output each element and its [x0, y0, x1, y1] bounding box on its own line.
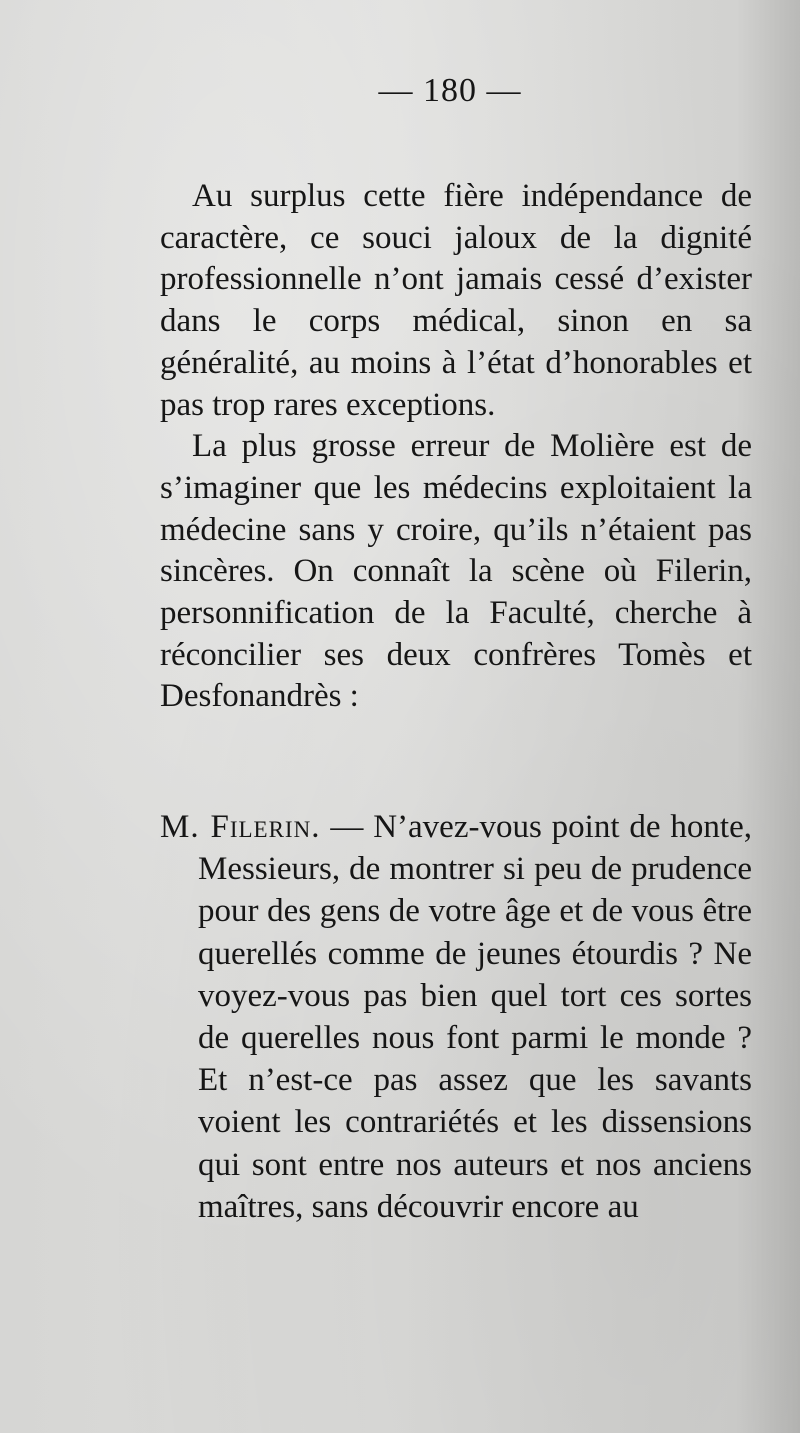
paragraph: La plus grosse erreur de Molière est de s’imaginer que les médecins exploitaient la médecine sans y croire, qu’ils n’étaient pas sincères. On connaît la scène où Filerin, personnification de la Faculté, cherche à réconcilier ses deux confrères Tomès et Desfonandrès :: [160, 428, 752, 715]
paragraph: Au surplus cette fière indépendance de caractère, ce souci jaloux de la dignité professionnelle n’ont jamais cessé d’exister dans le corps médical, sinon en sa généralité, au moins à l’état d’honorables et pas trop rares exceptions.: [160, 178, 752, 423]
dialogue-quote: [160, 806, 752, 1228]
dialogue-text: — N’avez-vous point de honte, Messieurs, de montrer si peu de prudence pour des gens de votre âge et de vous être querellés comme de jeunes étourdis ? Ne voyez-vous pas bien quel tort ces sortes de querelles nous font parmi le monde ? Et n’est-ce pas assez que les savants voient les contrariétés et les dissensions qui sont entre nos auteurs et nos anciens maîtres, sans découvrir encore au: [198, 809, 752, 1225]
speaker-name: M. Filerin.: [160, 809, 321, 845]
page-number: — 180 —: [378, 72, 522, 109]
dialogue-line: [160, 806, 752, 1228]
body-text: [160, 176, 752, 718]
